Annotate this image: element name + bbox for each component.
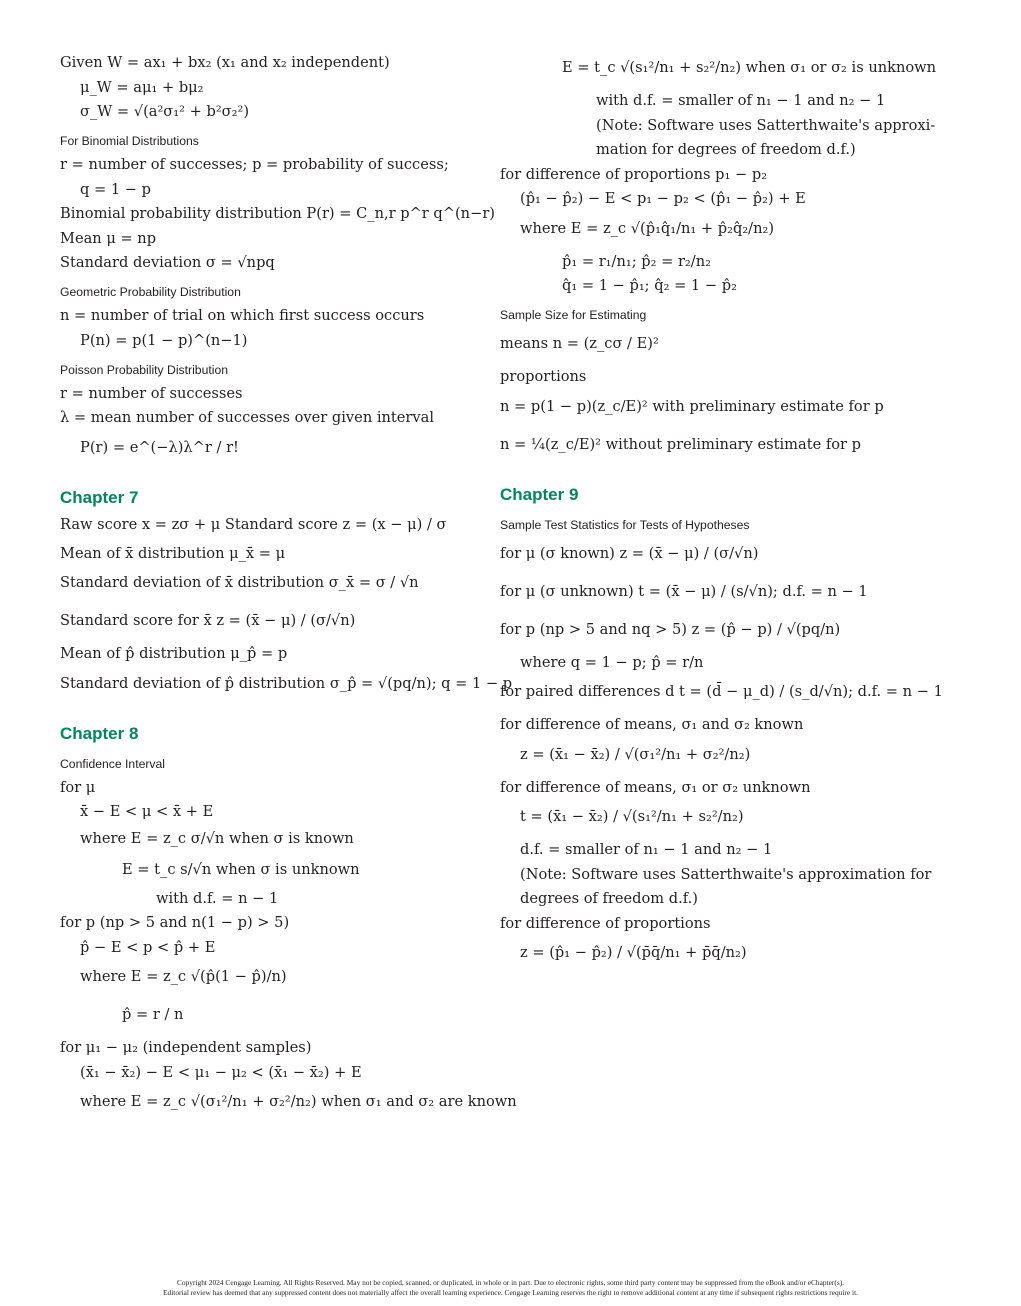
formula-line: d.f. = smaller of n₁ − 1 and n₂ − 1: [520, 841, 773, 858]
formula-line: for p (np > 5 and nq > 5) z = (p̂ − p) / √(pq/n): [500, 620, 841, 638]
footer-line-2: Editorial review has deemed that any suppressed content does not materially affect the overall learning experience. Cengage Learning reserves the right to remove additional content at any time if subsequent rights restrictions require it.: [163, 1288, 858, 1297]
formula-line: for difference of proportions: [500, 914, 711, 932]
formula-line: P(n) = p(1 − p)^(n−1): [80, 331, 248, 349]
formula-line: degrees of freedom d.f.): [520, 890, 698, 907]
formula-line: r = number of successes: [60, 384, 243, 402]
formula-line: (Note: Software uses Satterthwaite's approxi-: [596, 116, 936, 134]
chapter-heading: Chapter 9: [500, 484, 579, 504]
formula-line: Mean of p̂ distribution μ_p̂ = p: [60, 645, 288, 662]
formula-line: with d.f. = n − 1: [156, 889, 279, 907]
formula-line: for difference of proportions p₁ − p₂: [500, 165, 768, 183]
chapter-heading: Chapter 7: [60, 487, 139, 507]
formula-line: Mean of x̄ distribution μ_x̄ = μ: [60, 544, 286, 562]
formula-line: Raw score x = zσ + μ Standard score z = (x − μ) / σ: [60, 515, 447, 533]
formula-line: for μ (σ unknown) t = (x̄ − μ) / (s/√n); d.f. = n − 1: [500, 582, 868, 600]
right-column: [500, 54, 1000, 977]
formula-line: σ_W = √(a²σ₁² + b²σ₂²): [80, 103, 250, 120]
section-heading: Sample Size for Estimating: [500, 308, 647, 322]
formula-line: q̂₁ = 1 − p̂₁; q̂₂ = 1 − p̂₂: [562, 277, 737, 294]
formula-line: with d.f. = smaller of n₁ − 1 and n₂ − 1: [596, 92, 886, 109]
formula-line: Binomial probability distribution P(r) = C_n,r p^r q^(n−r): [60, 205, 495, 222]
formula-line: Standard deviation of p̂ distribution σ_p̂ = √(pq/n); q = 1 − p: [60, 674, 513, 692]
formula-line: proportions: [500, 368, 587, 385]
formula-line: Standard deviation of x̄ distribution σ_x̄ = σ / √n: [60, 574, 419, 591]
formula-line: z = (x̄₁ − x̄₂) / √(σ₁²/n₁ + σ₂²/n₂): [520, 745, 751, 763]
section-heading: Sample Test Statistics for Tests of Hypotheses: [500, 517, 750, 532]
formula-line: for μ₁ − μ₂ (independent samples): [60, 1039, 312, 1056]
copyright-footer: [0, 1278, 1021, 1298]
formula-line: for p (np > 5 and n(1 − p) > 5): [60, 914, 290, 931]
formula-line: for difference of means, σ₁ and σ₂ known: [500, 716, 804, 733]
formula-line: where E = z_c σ/√n when σ is known: [80, 829, 354, 847]
section-heading: Confidence Interval: [60, 756, 166, 771]
formula-line: λ = mean number of successes over given interval: [60, 409, 435, 426]
formula-line: (p̂₁ − p̂₂) − E < p₁ − p₂ < (p̂₁ − p̂₂) + E: [520, 190, 806, 207]
formula-line: for μ (σ known) z = (x̄ − μ) / (σ/√n): [500, 544, 759, 562]
formula-line: where E = z_c √(p̂(1 − p̂)/n): [80, 968, 287, 985]
formula-line: p̂ = r / n: [122, 1006, 184, 1023]
left-column: [60, 54, 517, 1126]
formula-line: z = (p̂₁ − p̂₂) / √(p̄q̄/n₁ + p̄q̄/n₂): [520, 944, 747, 961]
formula-line: where E = z_c √(σ₁²/n₁ + σ₂²/n₂) when σ₁ and σ₂ are known: [80, 1093, 517, 1110]
formula-line: n = ¼(z_c/E)² without preliminary estimate for p: [500, 435, 862, 453]
formula-line: Standard score for x̄ z = (x̄ − μ) / (σ/√n): [60, 612, 356, 629]
formula-line: E = t_c √(s₁²/n₁ + s₂²/n₂) when σ₁ or σ₂ is unknown: [562, 59, 937, 76]
formula-line: P(r) = e^(−λ)λ^r / r!: [80, 438, 239, 456]
formula-line: Standard deviation σ = √npq: [60, 254, 275, 271]
formula-line: where E = z_c √(p̂₁q̂₁/n₁ + p̂₂q̂₂/n₂): [520, 219, 775, 237]
formula-line: r = number of successes; p = probability of success;: [60, 156, 449, 173]
footer-line-1: Copyright 2024 Cengage Learning. All Rights Reserved. May not be copied, scanned, or duplicated, in whole or in part. Due to electronic rights, some third party content may be suppressed from the eBook and/or eChapter(s).: [176, 1278, 845, 1287]
formula-line: q = 1 − p: [80, 180, 151, 198]
formula-line: E = t_c s/√n when σ is unknown: [122, 860, 360, 878]
formula-line: (x̄₁ − x̄₂) − E < μ₁ − μ₂ < (x̄₁ − x̄₂) + E: [80, 1063, 362, 1081]
formula-line: for μ: [60, 778, 96, 796]
formula-line: (Note: Software uses Satterthwaite's approximation for: [520, 865, 932, 883]
formula-line: where q = 1 − p; p̂ = r/n: [520, 653, 704, 671]
formula-line: Mean μ = np: [60, 229, 157, 247]
section-heading: For Binomial Distributions: [60, 134, 199, 148]
formula-line: for difference of means, σ₁ or σ₂ unknown: [500, 778, 811, 796]
formula-line: Given W = ax₁ + bx₂ (x₁ and x₂ independent): [60, 54, 390, 71]
formula-line: x̄ − E < μ < x̄ + E: [80, 803, 214, 820]
formula-line: n = number of trial on which first success occurs: [60, 307, 425, 324]
section-heading: Geometric Probability Distribution: [60, 285, 241, 299]
formula-line: means n = (z_cσ / E)²: [500, 335, 659, 352]
formula-line: p̂₁ = r₁/n₁; p̂₂ = r₂/n₂: [562, 252, 711, 270]
formula-line: t = (x̄₁ − x̄₂) / √(s₁²/n₁ + s₂²/n₂): [520, 808, 744, 825]
formula-line: for paired differences d t = (d̄ − μ_d) / (s_d/√n); d.f. = n − 1: [500, 683, 943, 700]
formula-line: n = p(1 − p)(z_c/E)² with preliminary estimate for p: [500, 397, 884, 415]
chapter-heading: Chapter 8: [60, 723, 139, 743]
section-heading: Poisson Probability Distribution: [60, 362, 228, 377]
formula-line: μ_W = aμ₁ + bμ₂: [80, 78, 204, 96]
formula-line: p̂ − E < p < p̂ + E: [80, 938, 216, 956]
formula-line: mation for degrees of freedom d.f.): [596, 141, 856, 158]
